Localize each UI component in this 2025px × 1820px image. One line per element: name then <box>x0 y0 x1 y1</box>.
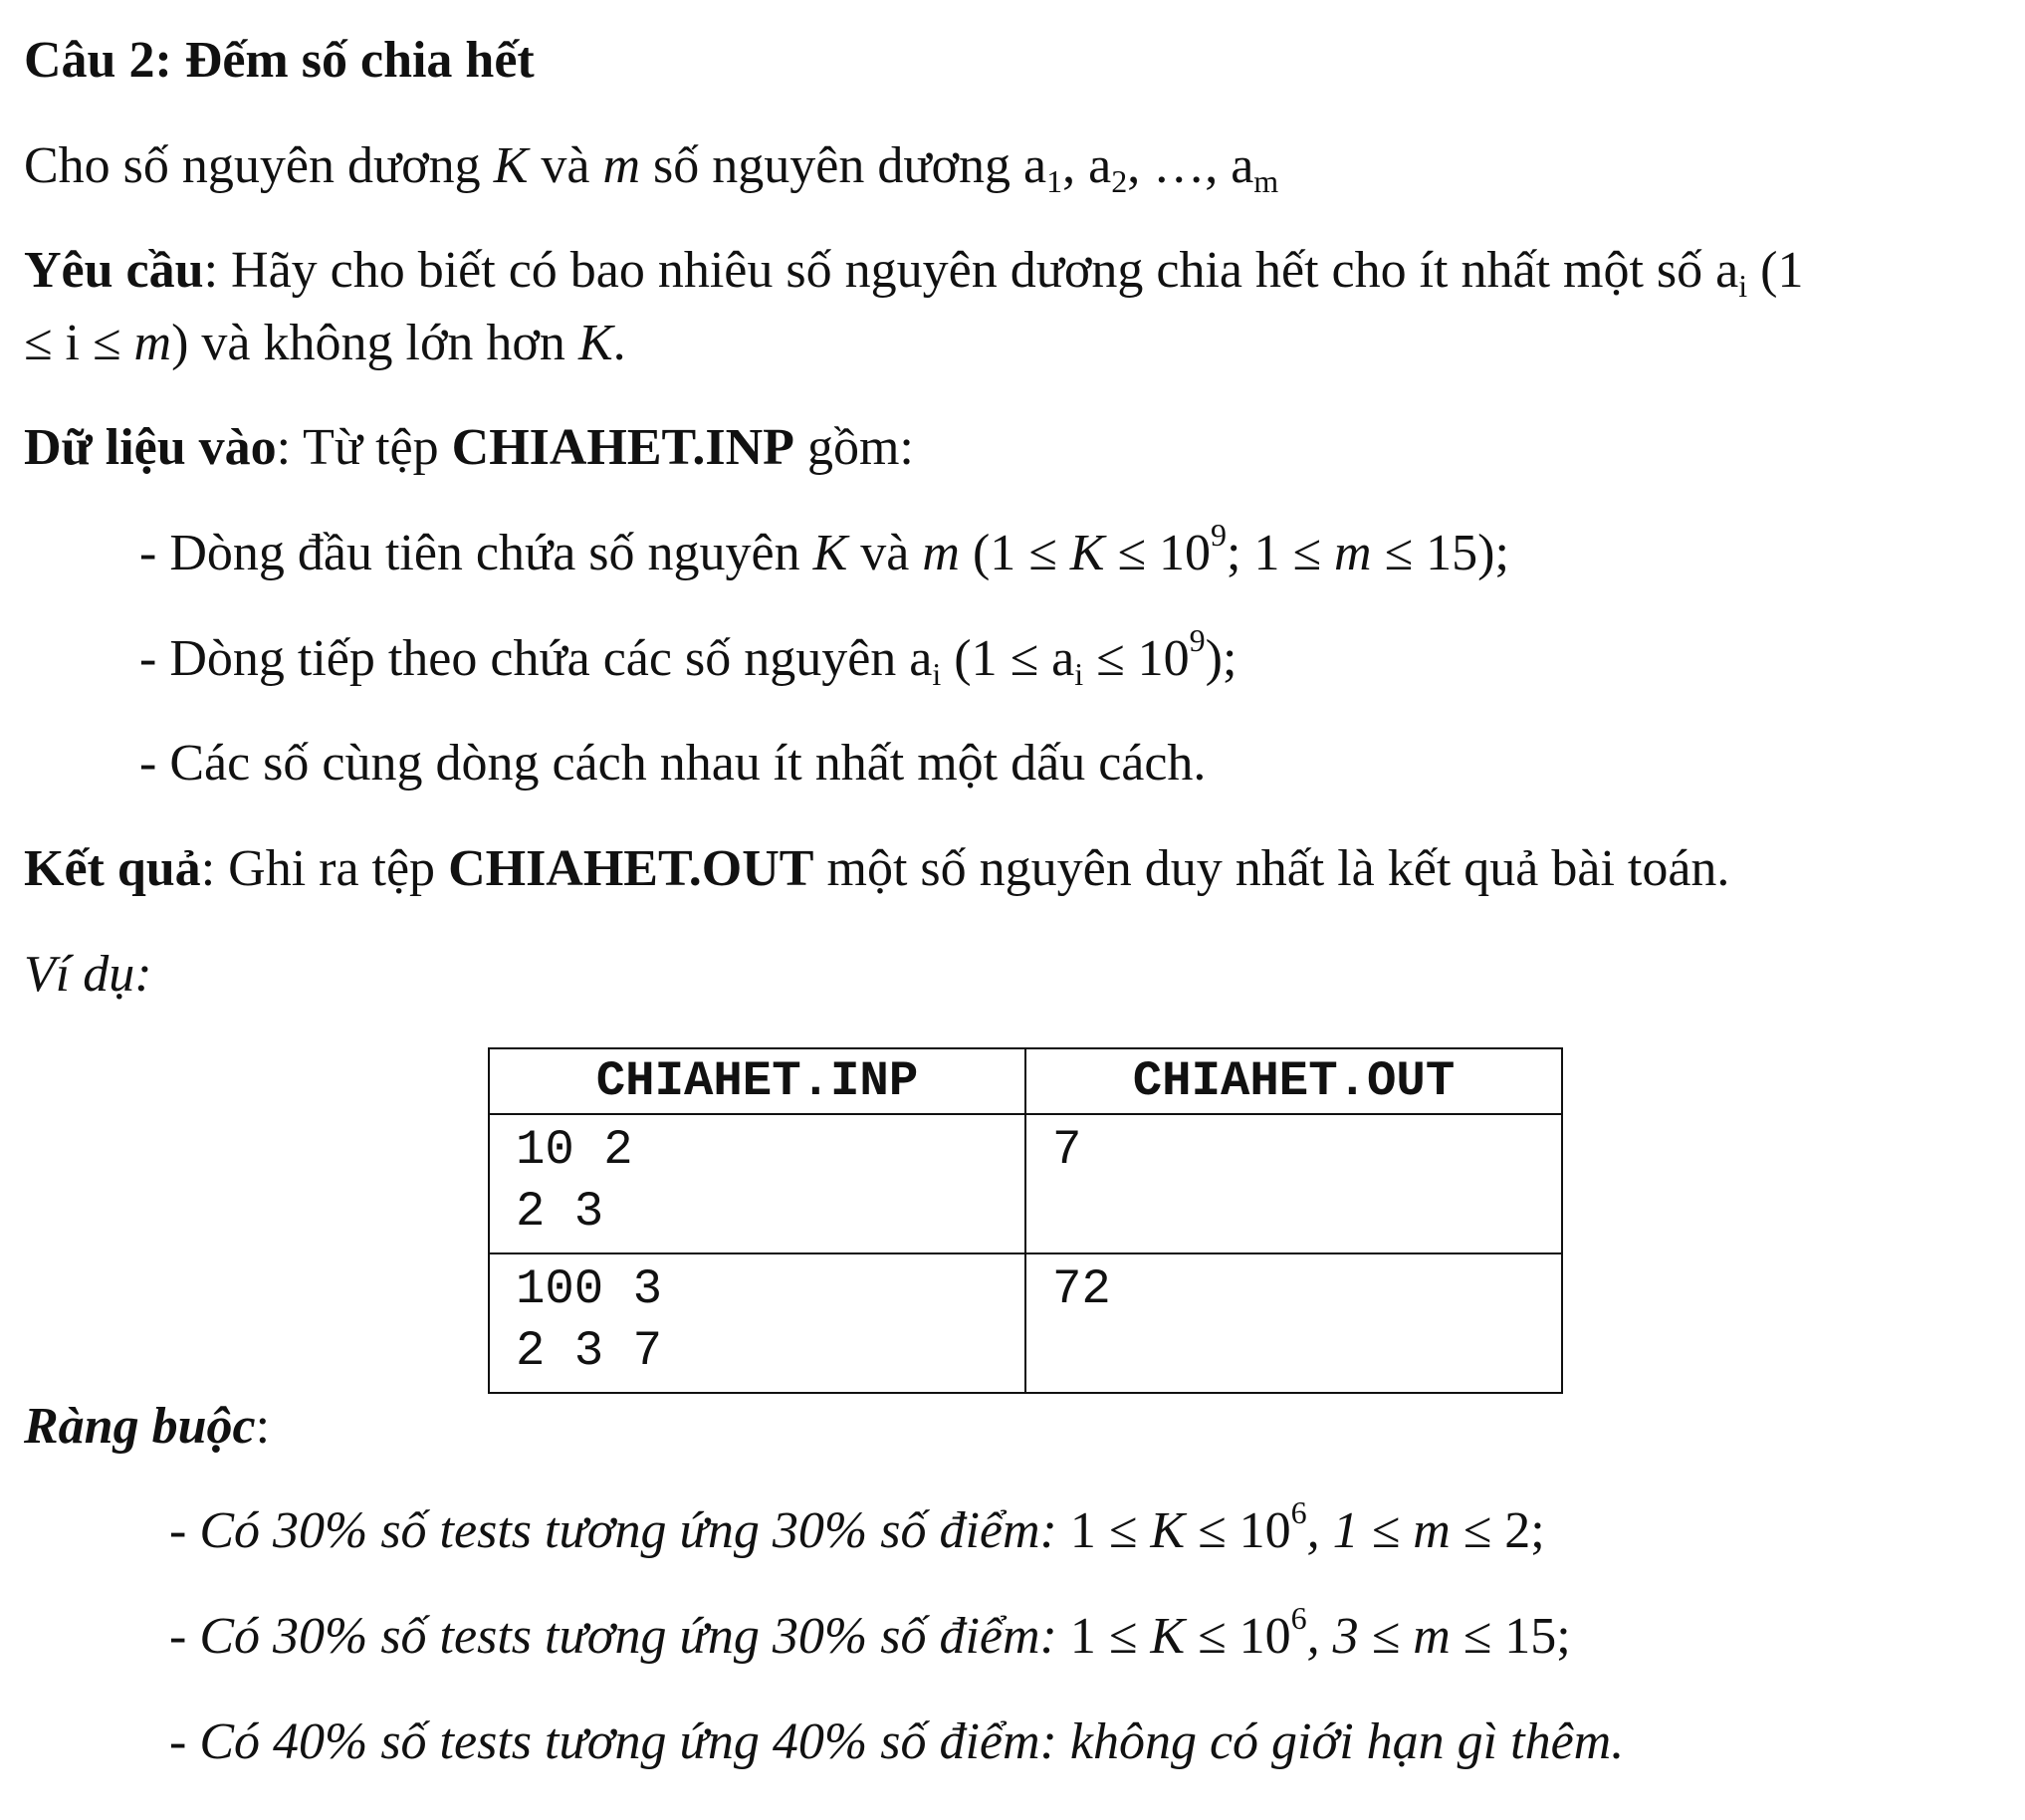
table-row <box>489 1114 1562 1253</box>
bullet-text: ≤ 15); <box>1371 525 1509 581</box>
cell-line: 7 <box>1052 1122 1082 1178</box>
table-row <box>489 1253 1562 1393</box>
bullet-text: ); <box>1205 630 1238 687</box>
cell-line: 10 2 <box>516 1122 633 1178</box>
var-k: K <box>1150 1502 1186 1559</box>
input-cell <box>489 1114 1025 1253</box>
input-section <box>24 418 914 478</box>
cell-line: 100 3 <box>516 1261 663 1317</box>
output-section <box>24 839 1729 899</box>
intro-text: Cho số nguyên dương <box>24 137 494 194</box>
question-label: Câu 2: <box>24 32 172 89</box>
example-table <box>488 1047 1563 1394</box>
var-k: K <box>493 137 529 194</box>
problem-intro <box>24 136 1279 199</box>
table-header-row <box>489 1048 1562 1114</box>
input-bullet-3: - Các số cùng dòng cách nhau ít nhất một dấu cách. <box>139 735 1207 792</box>
output-cell <box>1025 1253 1562 1393</box>
var-m: m <box>602 137 641 194</box>
bullet-text: - Dòng tiếp theo chứa các số nguyên a <box>139 630 933 687</box>
input-cell <box>489 1253 1025 1393</box>
constraint-text: ≤ 10 <box>1185 1608 1291 1665</box>
subscript: i <box>1738 268 1748 304</box>
cell-line: 2 3 7 <box>516 1323 663 1379</box>
var-k: K <box>577 315 613 371</box>
var-m: m <box>1413 1502 1451 1559</box>
requirement-text: ) và không lớn hơn <box>171 315 578 371</box>
constraint-text: ≤ 15; <box>1450 1608 1571 1665</box>
subscript: 2 <box>1111 163 1128 199</box>
bullet-text: ≤ 10 <box>1104 525 1212 581</box>
requirement-text: ≤ i ≤ <box>24 315 134 371</box>
output-label: Kết quả <box>24 840 201 897</box>
intro-text: số nguyên dương a <box>640 137 1047 194</box>
intro-text: và <box>528 137 603 194</box>
example-label: Ví dụ: <box>24 946 152 1003</box>
constraints-label: Ràng buộc <box>24 1398 256 1455</box>
var-k: K <box>812 525 848 581</box>
output-cell <box>1025 1114 1562 1253</box>
subscript: i <box>932 656 942 692</box>
superscript: 9 <box>1211 517 1228 553</box>
question-heading <box>24 31 535 91</box>
cell-line: 72 <box>1052 1261 1111 1317</box>
bullet-text: (1 ≤ <box>959 525 1070 581</box>
constraints-heading <box>24 1397 270 1457</box>
input-label: Dữ liệu vào <box>24 419 277 476</box>
constraint-text: ≤ 10 <box>1185 1502 1291 1559</box>
input-text: : Từ tệp <box>276 419 452 476</box>
constraint-text: , 1 ≤ <box>1306 1502 1414 1559</box>
header-output-file: CHIAHET.OUT <box>1025 1048 1562 1114</box>
bullet-text: - Dòng đầu tiên chứa số nguyên <box>139 525 813 581</box>
bullet-text: ≤ 10 <box>1083 630 1190 687</box>
constraint-text: 1 ≤ <box>1069 1608 1151 1665</box>
bullet-text: và <box>847 525 923 581</box>
var-k: K <box>1069 525 1105 581</box>
constraint-text: ≤ 2; <box>1450 1502 1545 1559</box>
constraint-text: , 3 ≤ <box>1306 1608 1414 1665</box>
input-text: gồm: <box>793 419 914 476</box>
header-input-file: CHIAHET.INP <box>489 1048 1025 1114</box>
intro-text: , a <box>1062 137 1112 194</box>
requirement-text: . <box>612 315 626 371</box>
constraint-1 <box>169 1494 1545 1561</box>
var-m: m <box>133 315 172 371</box>
var-k: K <box>1150 1608 1186 1665</box>
var-m: m <box>922 525 960 581</box>
constraint-text: - Có 30% số tests tương ứng 30% số điểm: <box>169 1502 1070 1559</box>
constraint-2 <box>169 1600 1571 1667</box>
subscript: i <box>1074 656 1084 692</box>
constraint-text: - Có 30% số tests tương ứng 30% số điểm: <box>169 1608 1070 1665</box>
requirement-label: Yêu cầu <box>24 242 204 299</box>
input-filename: CHIAHET.INP <box>451 419 794 476</box>
input-bullet-2 <box>139 622 1238 692</box>
constraint-text: 1 ≤ <box>1069 1502 1151 1559</box>
superscript: 9 <box>1189 622 1206 658</box>
var-m: m <box>1413 1608 1451 1665</box>
constraints-colon: : <box>255 1398 271 1455</box>
constraint-3: - Có 40% số tests tương ứng 40% số điểm: không có giới hạn gì thêm. <box>169 1713 1625 1770</box>
var-m: m <box>1334 525 1372 581</box>
input-bullet-1 <box>139 517 1509 583</box>
superscript: 6 <box>1290 1494 1307 1530</box>
subscript: m <box>1253 163 1279 199</box>
requirement-text: : Hãy cho biết có bao nhiêu số nguyên dương chia hết cho ít nhất một số a <box>203 242 1739 299</box>
cell-line: 2 3 <box>516 1184 604 1240</box>
requirement-line-2 <box>24 314 626 373</box>
intro-text: , …, a <box>1127 137 1254 194</box>
output-text: một số nguyên duy nhất là kết quả bài toán. <box>813 840 1730 897</box>
bullet-text: ; 1 ≤ <box>1227 525 1335 581</box>
requirement-text: (1 <box>1747 242 1804 299</box>
question-title: Đếm số chia hết <box>184 32 535 89</box>
subscript: 1 <box>1046 163 1063 199</box>
output-filename: CHIAHET.OUT <box>448 840 814 897</box>
output-text: : Ghi ra tệp <box>200 840 449 897</box>
requirement-line-1 <box>24 241 1804 304</box>
superscript: 6 <box>1290 1600 1307 1636</box>
bullet-text: (1 ≤ a <box>941 630 1075 687</box>
